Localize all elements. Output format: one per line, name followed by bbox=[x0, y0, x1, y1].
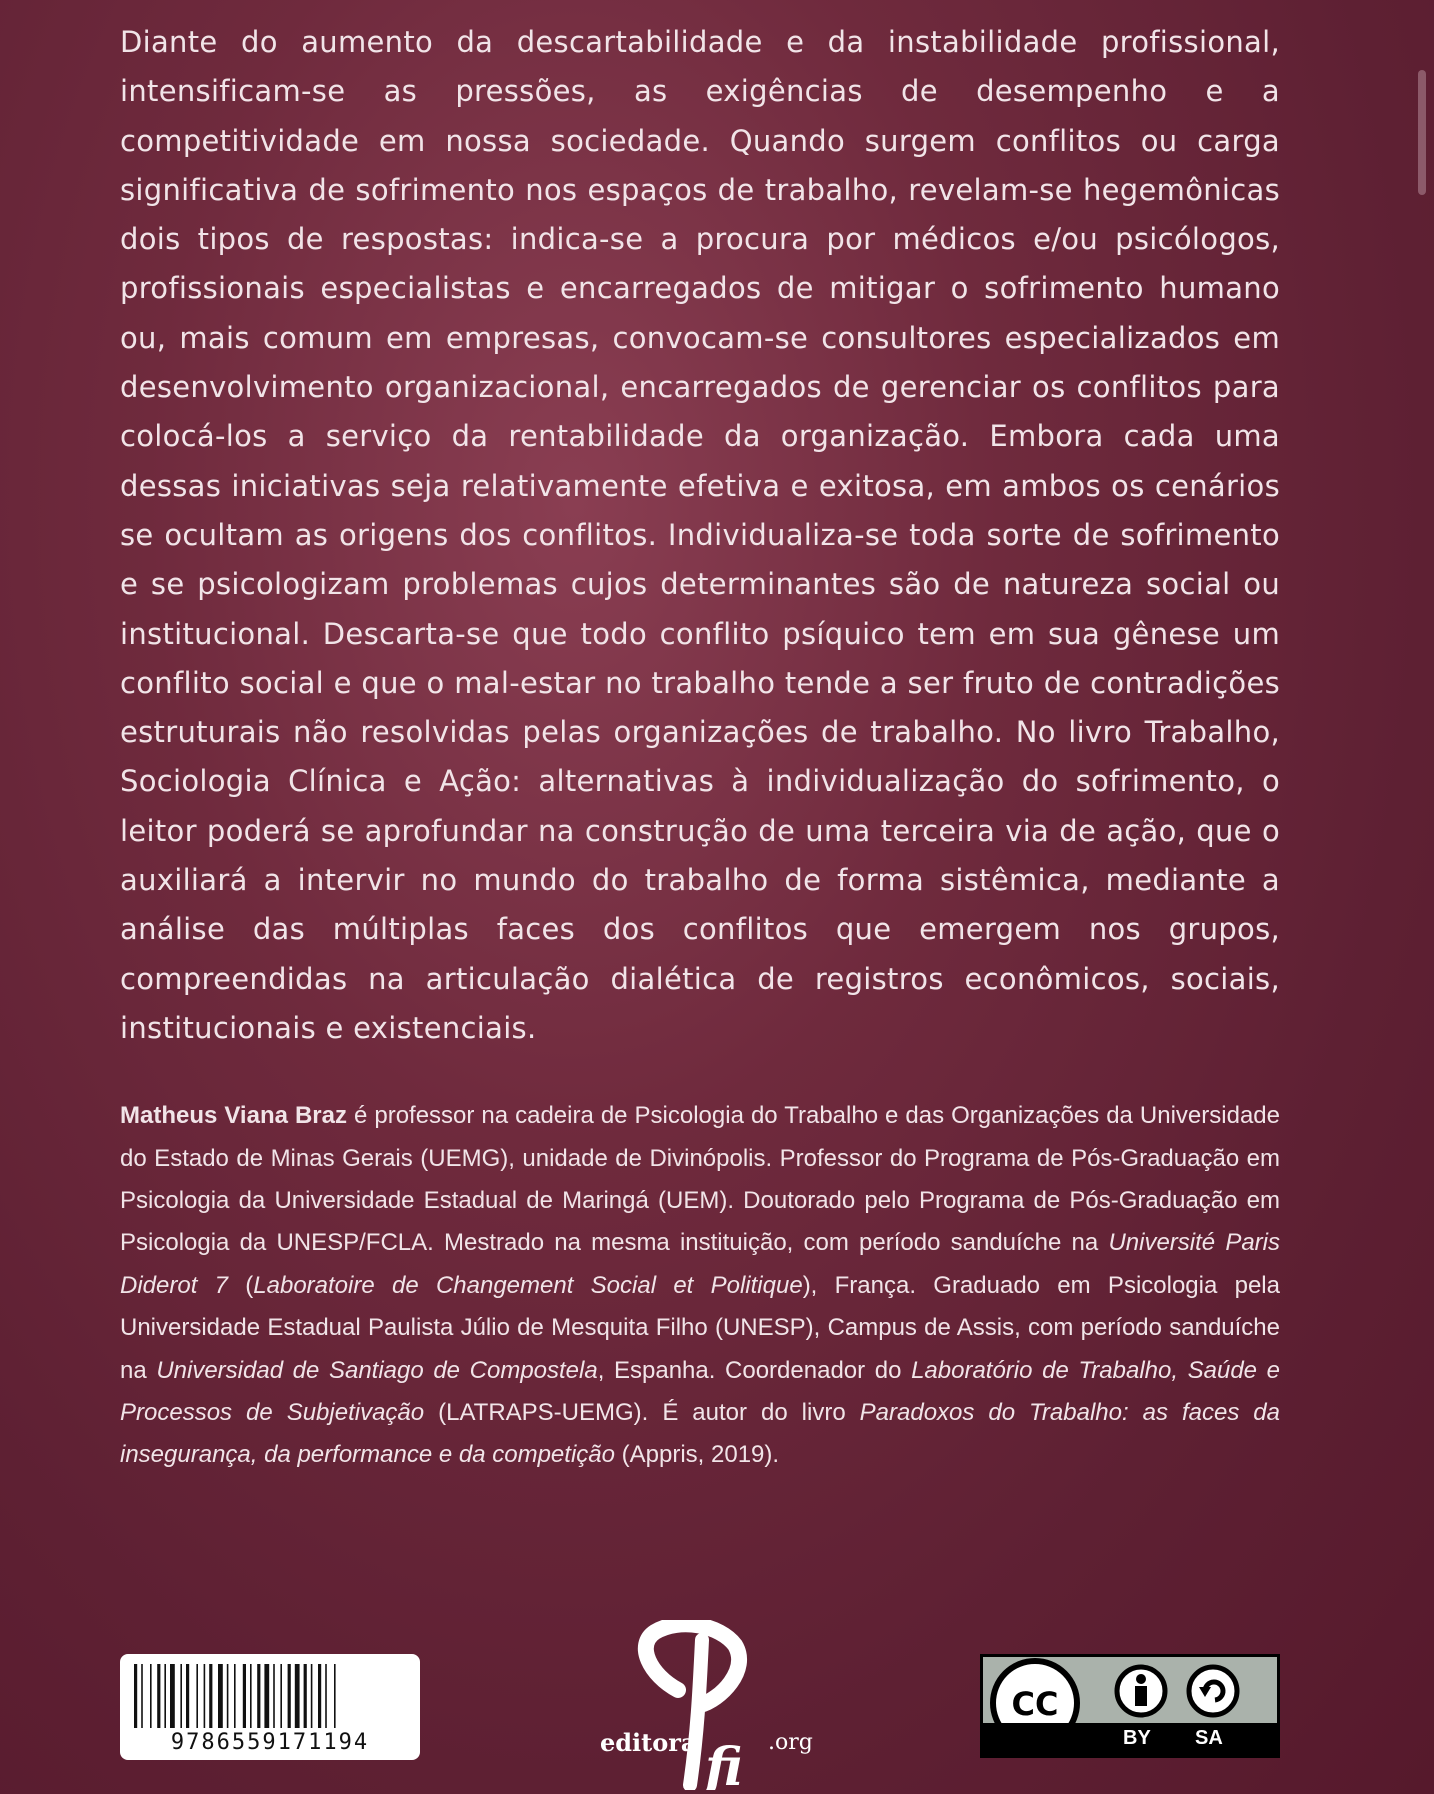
attribution-icon bbox=[1117, 1667, 1165, 1715]
publisher-domain: .org bbox=[768, 1730, 813, 1755]
bio-italic: Université Paris Diderot 7 bbox=[120, 1229, 1280, 1299]
publisher-name: editora bbox=[600, 1728, 697, 1757]
share-alike-icon bbox=[1189, 1667, 1237, 1715]
cc-icon bbox=[993, 1661, 1077, 1723]
publisher-logo bbox=[590, 1620, 830, 1790]
bio-italic: Paradoxos do Trabalho: as faces da insegurança, da performance e da competição bbox=[120, 1399, 1281, 1469]
isbn-barcode bbox=[120, 1654, 420, 1760]
license-icons bbox=[983, 1657, 1277, 1723]
bio-text: (Appris, 2019). bbox=[614, 1441, 780, 1469]
back-cover-content bbox=[120, 18, 1280, 1477]
bio-text: é professor na cadeira de Psicologia do Trabalho e das Organizações da Universidade do Estado de Minas Gerais (UEMG), unidade de Divinópolis. Professor do Programa de Pós-Graduação em Psicologia da Universidade Estadual de Maringá (UEM). Doutorado pelo Programa de Pós-Graduação em Psicologia da UNESP/FCLA. Mestrado na mesma instituição, com período sanduíche na bbox=[120, 1102, 1280, 1257]
license-sa: SA bbox=[1195, 1727, 1223, 1749]
cover-footer bbox=[0, 1620, 1434, 1790]
cc-by-sa-license bbox=[980, 1654, 1280, 1758]
bio-italic: Laboratório de Trabalho, Saúde e Processos de Subjetivação bbox=[120, 1356, 1280, 1427]
bio-text: ), França. Graduado em Psicologia pela Universidade Estadual Paulista Júlio de Mesquita Filho (UNESP), Campus de Assis, com período sanduíche na bbox=[120, 1271, 1280, 1384]
bio-text: (LATRAPS-UEMG). É autor do livro bbox=[424, 1399, 860, 1427]
license-by: BY bbox=[1123, 1727, 1151, 1749]
author-bio bbox=[120, 1095, 1280, 1477]
phi-logo-icon bbox=[590, 1620, 830, 1790]
svg-text:CC: CC bbox=[1011, 1685, 1059, 1723]
author-name: Matheus Viana Braz bbox=[120, 1102, 347, 1130]
isbn-number: 9786559171194 bbox=[170, 1730, 370, 1755]
bio-italic: Laboratoire de Changement Social et Politique bbox=[253, 1271, 803, 1299]
scrollbar[interactable] bbox=[1416, 60, 1426, 1760]
bio-italic: Universidad de Santiago de Compostela bbox=[156, 1356, 598, 1384]
svg-text:fi: fi bbox=[705, 1737, 743, 1790]
book-blurb: Diante do aumento da descartabilidade e da instabilidade profissional, intensificam-se as pressões, as exigências de desempenho e a competitividade em nossa sociedade. Quando surgem conflitos ou carga significativa de sofrimento nos espaços de trabalho, revelam-se hegemônicas dois tipos de respostas: indica-se a procura por médicos e/ou psicólogos, profissionais especialistas e encarregados de mitigar o sofrimento humano ou, mais comum em empresas, convocam-se consultores especializados em desenvolvimento organizacional, encarregados de gerenciar os conflitos para colocá-los a serviço da rentabilidade da organização. Embora cada uma dessas iniciativas seja relativamente efetiva e exitosa, em ambos os cenários se ocultam as origens dos conflitos. Individualiza-se toda sorte de sofrimento e se psicologizam problemas cujos determinantes são de natureza social ou institucional. Descarta-se que todo conflito psíquico tem em sua gênese um conflito social e que o mal-estar no trabalho tende a ser fruto de contradições estruturais não resolvidas pelas organizações de trabalho. No livro Trabalho, Sociologia Clínica e Ação: alternativas à individualização do sofrimento, o leitor poderá se aprofundar na construção de uma terceira via de ação, que o auxiliará a intervir no mundo do trabalho de forma sistêmica, mediante a análise das múltiplas faces dos conflitos que emergem nos grupos, compreendidas na articulação dialética de registros econômicos, sociais, institucionais e existenciais. bbox=[120, 25, 1280, 1045]
scrollbar-thumb[interactable] bbox=[1418, 70, 1426, 195]
bio-text: , Espanha. Coordenador do bbox=[597, 1356, 912, 1384]
bio-text: ( bbox=[228, 1271, 254, 1299]
barcode-bars bbox=[130, 1664, 410, 1728]
